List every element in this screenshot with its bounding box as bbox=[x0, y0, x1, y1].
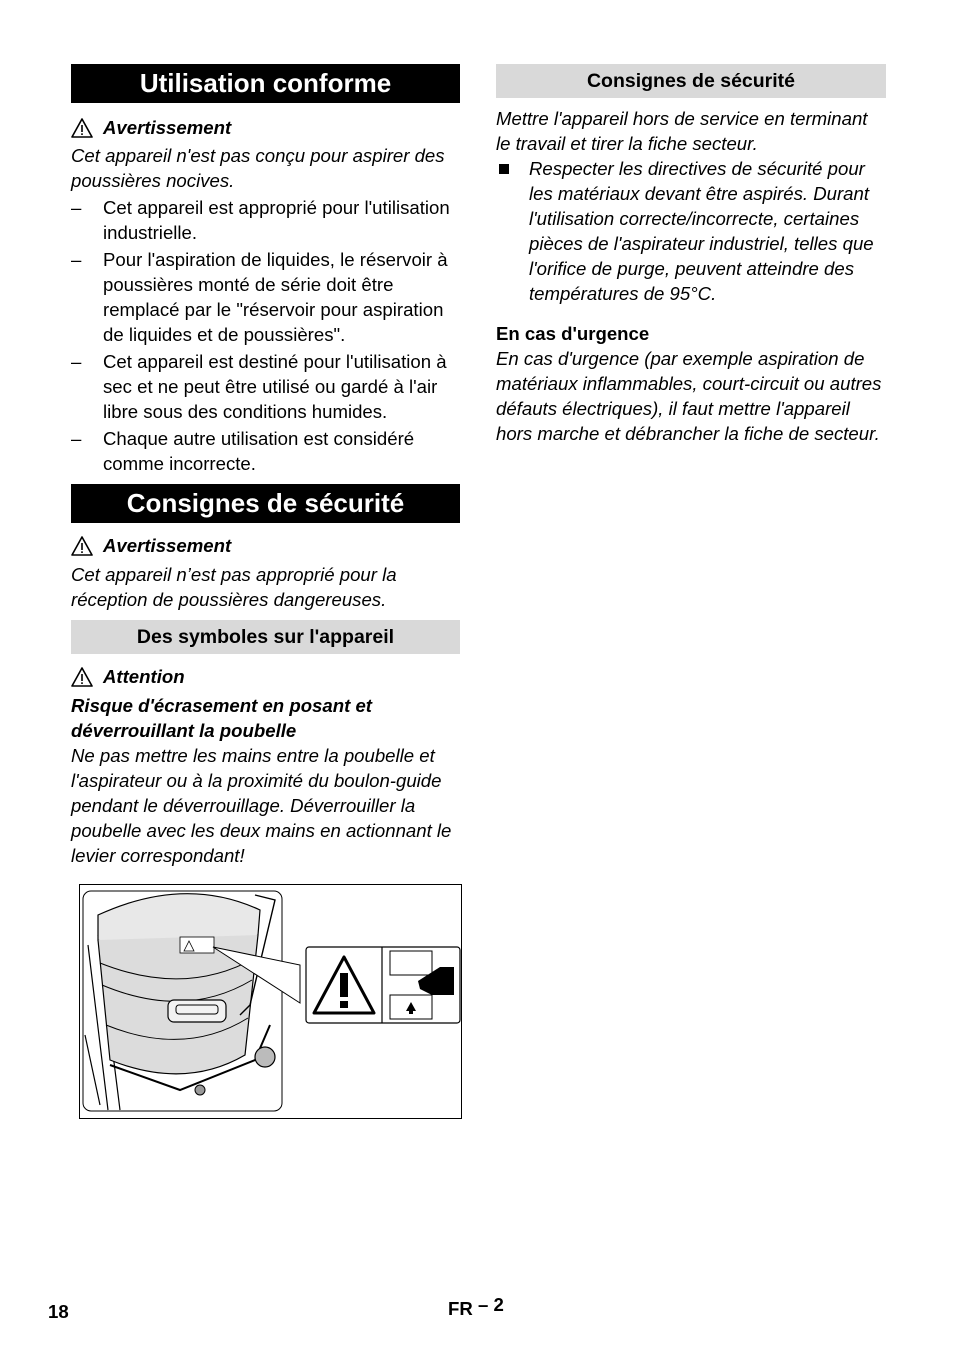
emergency-text: En cas d'urgence (par exemple aspiration de matériaux inflammables, court-circuit ou autres défauts électriques), il faut mettre l'appareil hors marche et débrancher la fiche de secteur. bbox=[496, 348, 882, 444]
right-column bbox=[496, 64, 886, 446]
subsection-title-consignes: Consignes de sécurité bbox=[496, 64, 886, 98]
list-item: – Cet appareil est approprié pour l'utilisation industrielle. bbox=[71, 197, 450, 243]
list-item: – Pour l'aspiration de liquides, le réservoir à poussières monté de série doit être remplacé par le "réservoir pour aspiration de liquides et de poussières". bbox=[71, 249, 448, 345]
attention-label bbox=[71, 664, 460, 689]
attention-label-text: Attention bbox=[103, 666, 185, 687]
warning-text-1: Cet appareil n'est pas conçu pour aspirer des poussières nocives. bbox=[71, 145, 445, 191]
list-item: – Chaque autre utilisation est considéré comme incorrecte. bbox=[71, 428, 415, 474]
language-code: FR bbox=[448, 1298, 473, 1319]
list-item: – Cet appareil est destiné pour l'utilisation à sec et ne peut être utilisé ou gardé à l'air libre sous des conditions humides. bbox=[71, 351, 447, 422]
left-column bbox=[71, 64, 460, 868]
bullet-square-icon bbox=[499, 164, 509, 174]
footer-language bbox=[448, 1296, 504, 1321]
attention-heading: Risque d'écrasement en posant et déverrouillant la poubelle bbox=[71, 695, 372, 741]
subsection-title-symboles: Des symboles sur l'appareil bbox=[71, 620, 460, 654]
emergency-heading: En cas d'urgence bbox=[496, 323, 650, 344]
warning-text-2: Cet appareil n’est pas approprié pour la réception de poussières dangereuses. bbox=[71, 564, 397, 610]
attention-text: Ne pas mettre les mains entre la poubelle et l'aspirateur ou à la proximité du boulon-guide pendant le déverrouillage. Déverrouiller la poubelle avec les deux mains en actionnant le levier correspondant! bbox=[71, 745, 452, 866]
warning-label-text: Avertissement bbox=[103, 117, 232, 138]
warning-triangle-icon bbox=[71, 667, 93, 687]
page-ref: – 2 bbox=[477, 1294, 504, 1315]
section-title-securite: Consignes de sécurité bbox=[71, 484, 460, 523]
page-number: 18 bbox=[48, 1301, 69, 1322]
warning-label-2 bbox=[71, 533, 460, 558]
vacuum-bin-drawing bbox=[80, 885, 461, 1118]
warning-label-1 bbox=[71, 115, 460, 140]
section-title-utilisation: Utilisation conforme bbox=[71, 64, 460, 103]
vacuum-bin-illustration bbox=[79, 884, 462, 1119]
safety-bullet: Respecter les directives de sécurité pour les matériaux devant être aspirés. Durant l'utilisation correcte/incorrecte, certaines pièces de l'aspirateur industriel, telles que l'orifice de purge, peuvent atteindre des températures de 95°C. bbox=[496, 156, 886, 306]
intro-text: Mettre l'appareil hors de service en terminant le travail et tirer la fiche secteur. bbox=[496, 108, 868, 154]
warning-label-text: Avertissement bbox=[103, 535, 232, 556]
usage-list bbox=[71, 195, 460, 476]
warning-triangle-icon bbox=[71, 536, 93, 556]
warning-triangle-icon bbox=[71, 118, 93, 138]
